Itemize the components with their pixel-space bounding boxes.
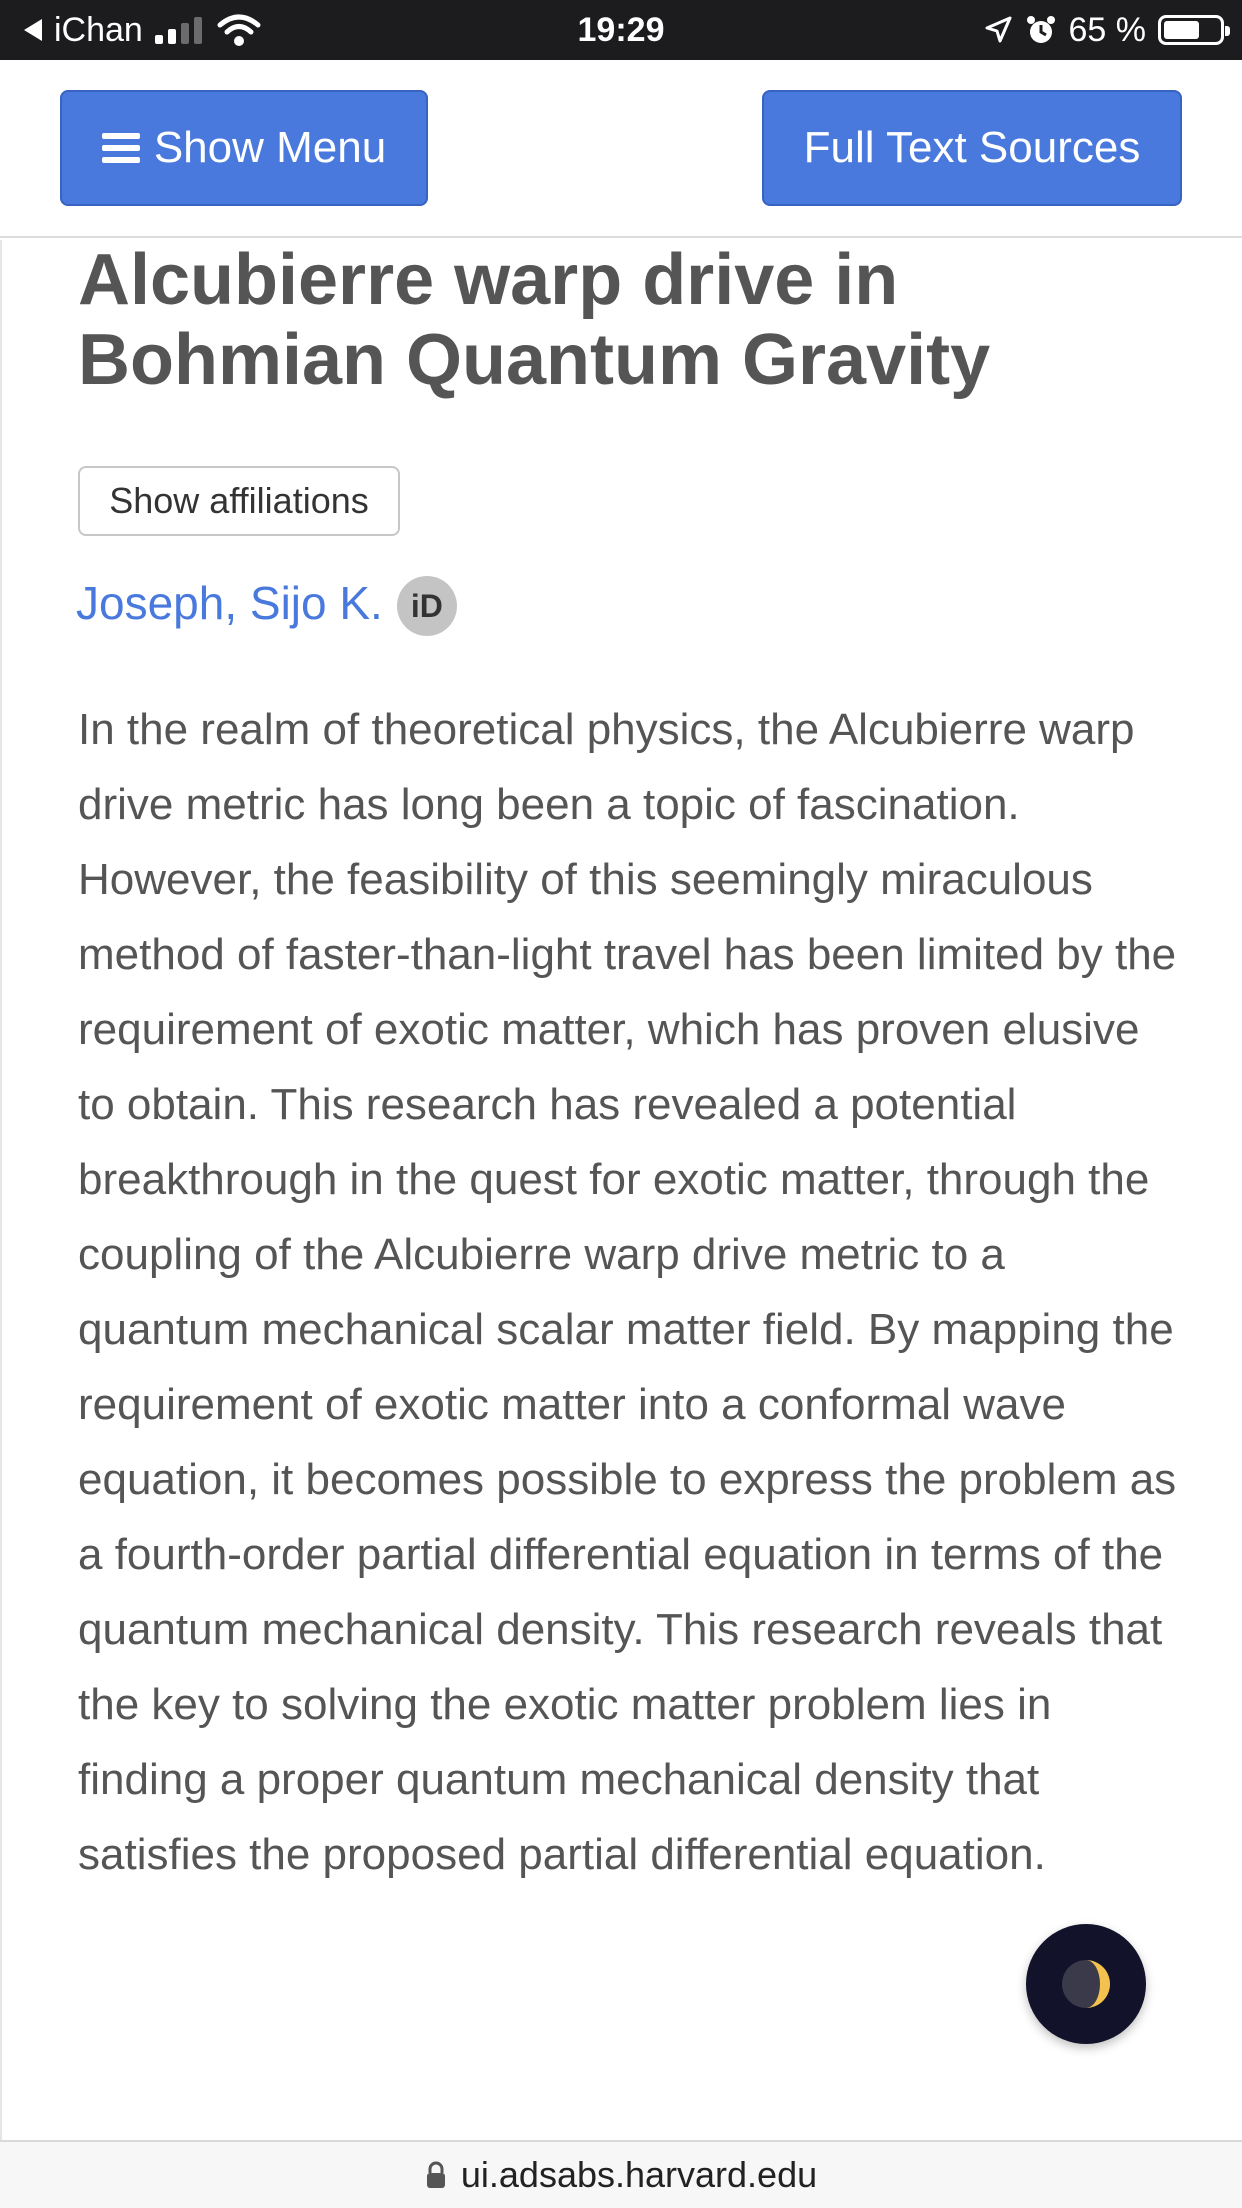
battery-icon [1158,15,1224,45]
wifi-icon [217,13,261,47]
status-bar [0,0,1242,60]
theme-toggle-button[interactable] [1026,1924,1146,2044]
battery-percentage: 65 % [1068,10,1146,49]
show-affiliations-button[interactable]: Show affiliations [78,466,400,536]
hamburger-menu-icon [102,133,140,163]
show-menu-label: Show Menu [153,123,387,172]
status-time: 19:29 [577,10,665,49]
url-text: ui.adsabs.harvard.edu [460,2154,818,2195]
article-title: Alcubierre warp drive in Bohmian Quantum Gravity [78,240,991,400]
full-text-sources-button[interactable] [762,90,1182,206]
full-text-sources-label: Full Text Sources [803,123,1141,172]
show-menu-button[interactable] [60,90,428,206]
back-app-label[interactable]: iChan [54,10,143,49]
alarm-clock-icon [1025,14,1057,46]
article-content [0,240,1242,2140]
cellular-signal-icon [153,15,207,45]
location-arrow-icon [983,15,1013,45]
top-toolbar [0,60,1242,238]
back-arrow-icon[interactable] [22,17,44,43]
author-link[interactable]: Joseph, Sijo K. [76,577,383,629]
lock-icon [425,2161,447,2189]
status-bar-left[interactable] [22,0,261,60]
battery-level-fill [1164,21,1199,39]
moon-icon [1058,1956,1114,2012]
browser-url-bar[interactable] [0,2140,1242,2208]
abstract-text: In the realm of theoretical physics, the Alcubierre warp drive metric has long been a topic of fascination. However, the feasibility of this seemingly miraculous method of faster-than-light travel has been limited by the requirement of exotic matter, which has proven elusive to obtain. This research has revealed a potential breakthrough in the quest for exotic matter, through the coupling of the Alcubierre warp drive metric to a quantum mechanical scalar matter field. By mapping the requirement of exotic matter into a conformal wave equation, it becomes possible to express the problem as a fourth-order partial differential equation in terms of the quantum mechanical density. This research reveals that the key to solving the exotic matter problem lies in finding a proper quantum mechanical density that satisfies the proposed partial differential equation. [78,705,1177,1879]
status-bar-right [983,0,1225,60]
author-row [76,570,457,636]
orcid-icon[interactable]: iD [397,576,457,636]
